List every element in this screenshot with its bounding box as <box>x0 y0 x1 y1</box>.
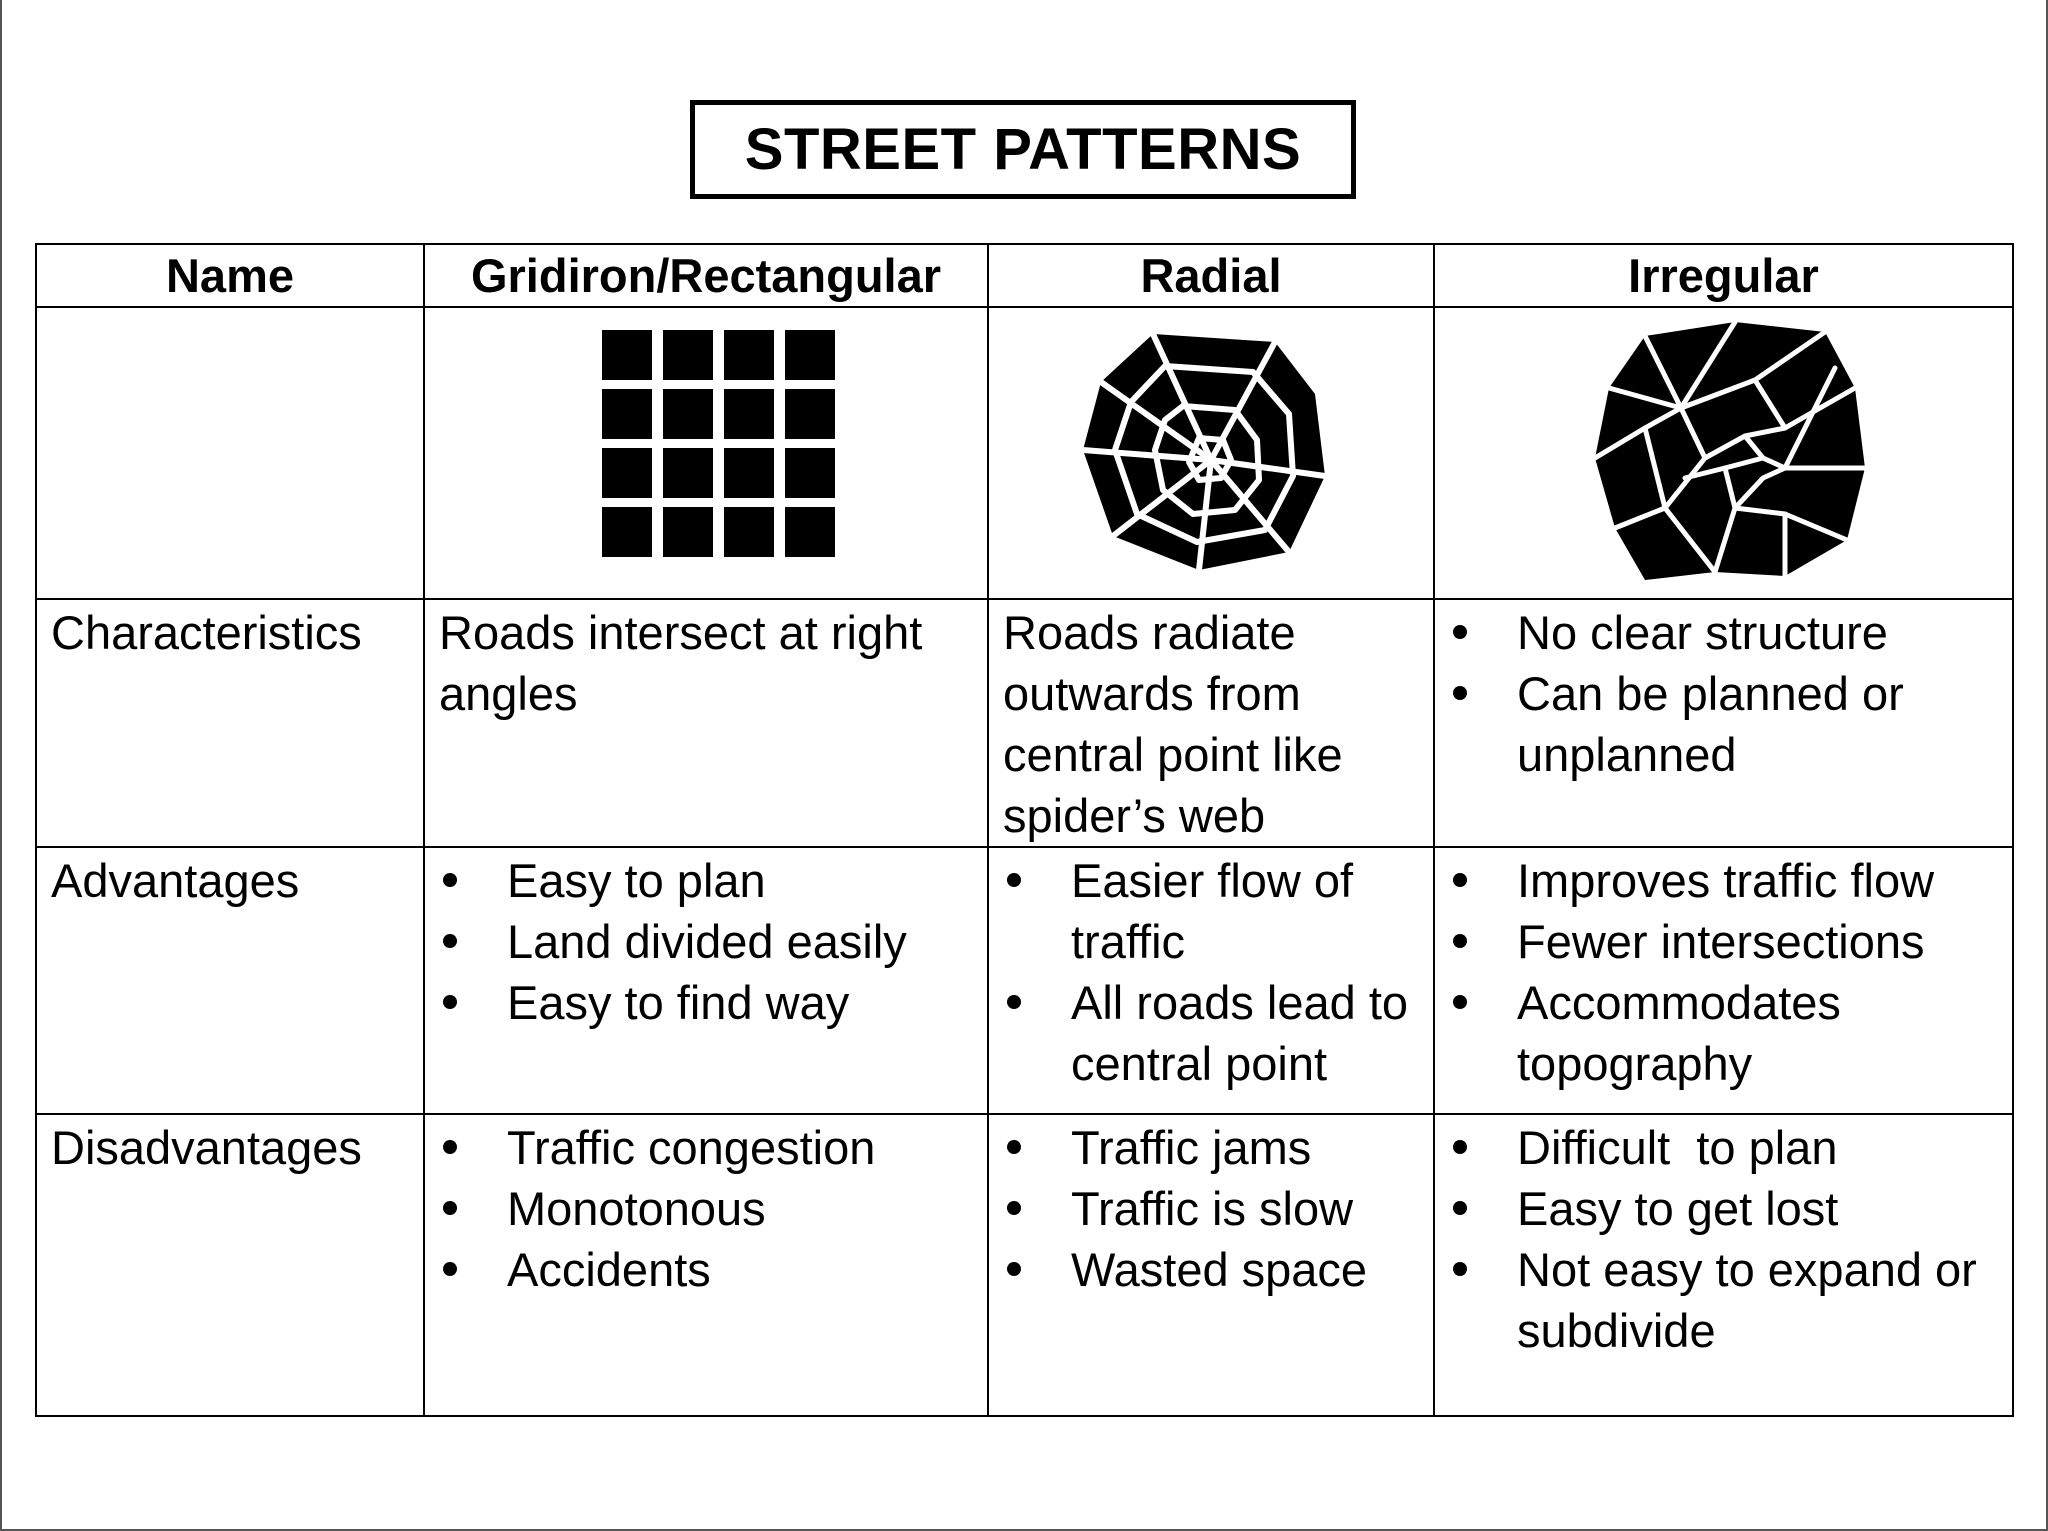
grid-characteristics: Roads intersect at right angles <box>424 599 988 847</box>
list-item: Not easy to expand or subdivide <box>1435 1239 2012 1361</box>
header-name: Name <box>36 244 424 307</box>
list-item: Accommodates topography <box>1435 972 2012 1094</box>
list-item: No clear structure <box>1435 602 2012 663</box>
list-item: Can be planned or unplanned <box>1435 663 2012 785</box>
image-row <box>36 307 2013 599</box>
list-item: Land divided easily <box>425 911 987 972</box>
advantages-row <box>36 847 2013 1114</box>
radial-disadvantages <box>988 1114 1434 1416</box>
grid-pattern-icon <box>598 326 838 566</box>
irregular-image-cell <box>1434 307 2013 599</box>
irregular-disadvantages <box>1434 1114 2013 1416</box>
page-border-left <box>0 0 2 1531</box>
list-item: Wasted space <box>989 1239 1433 1300</box>
characteristics-label: Characteristics <box>36 599 424 847</box>
radial-characteristics: Roads radiate outwards from central point like spider’s web <box>988 599 1434 847</box>
header-irregular: Irregular <box>1434 244 2013 307</box>
radial-disadvantages-list <box>989 1117 1433 1300</box>
characteristics-row <box>36 599 2013 847</box>
advantages-label: Advantages <box>36 847 424 1114</box>
list-item: Difficult to plan <box>1435 1117 2012 1178</box>
image-row-label-cell <box>36 307 424 599</box>
list-item: Traffic jams <box>989 1117 1433 1178</box>
list-item: Easier flow of traffic <box>989 850 1433 972</box>
radial-advantages-list <box>989 850 1433 1094</box>
irregular-pattern-icon <box>1585 318 1875 588</box>
grid-disadvantages <box>424 1114 988 1416</box>
grid-advantages <box>424 847 988 1114</box>
header-gridiron: Gridiron/Rectangular <box>424 244 988 307</box>
radial-pattern-icon <box>1075 320 1335 580</box>
list-item: Easy to plan <box>425 850 987 911</box>
irregular-characteristics <box>1434 599 2013 847</box>
list-item: Accidents <box>425 1239 987 1300</box>
irregular-advantages <box>1434 847 2013 1114</box>
radial-image-cell <box>988 307 1434 599</box>
irregular-characteristics-list <box>1435 602 2012 785</box>
list-item: Traffic congestion <box>425 1117 987 1178</box>
list-item: Easy to find way <box>425 972 987 1033</box>
list-item: Monotonous <box>425 1178 987 1239</box>
list-item: Improves traffic flow <box>1435 850 2012 911</box>
irregular-disadvantages-list <box>1435 1117 2012 1361</box>
header-radial: Radial <box>988 244 1434 307</box>
grid-advantages-list <box>425 850 987 1033</box>
street-patterns-table <box>35 243 2014 1417</box>
page-title: STREET PATTERNS <box>690 100 1356 199</box>
list-item: All roads lead to central point <box>989 972 1433 1094</box>
radial-advantages <box>988 847 1434 1114</box>
disadvantages-label: Disadvantages <box>36 1114 424 1416</box>
list-item: Easy to get lost <box>1435 1178 2012 1239</box>
disadvantages-row <box>36 1114 2013 1416</box>
irregular-advantages-list <box>1435 850 2012 1094</box>
grid-image-cell <box>424 307 988 599</box>
list-item: Fewer intersections <box>1435 911 2012 972</box>
list-item: Traffic is slow <box>989 1178 1433 1239</box>
header-row <box>36 244 2013 307</box>
grid-disadvantages-list <box>425 1117 987 1300</box>
